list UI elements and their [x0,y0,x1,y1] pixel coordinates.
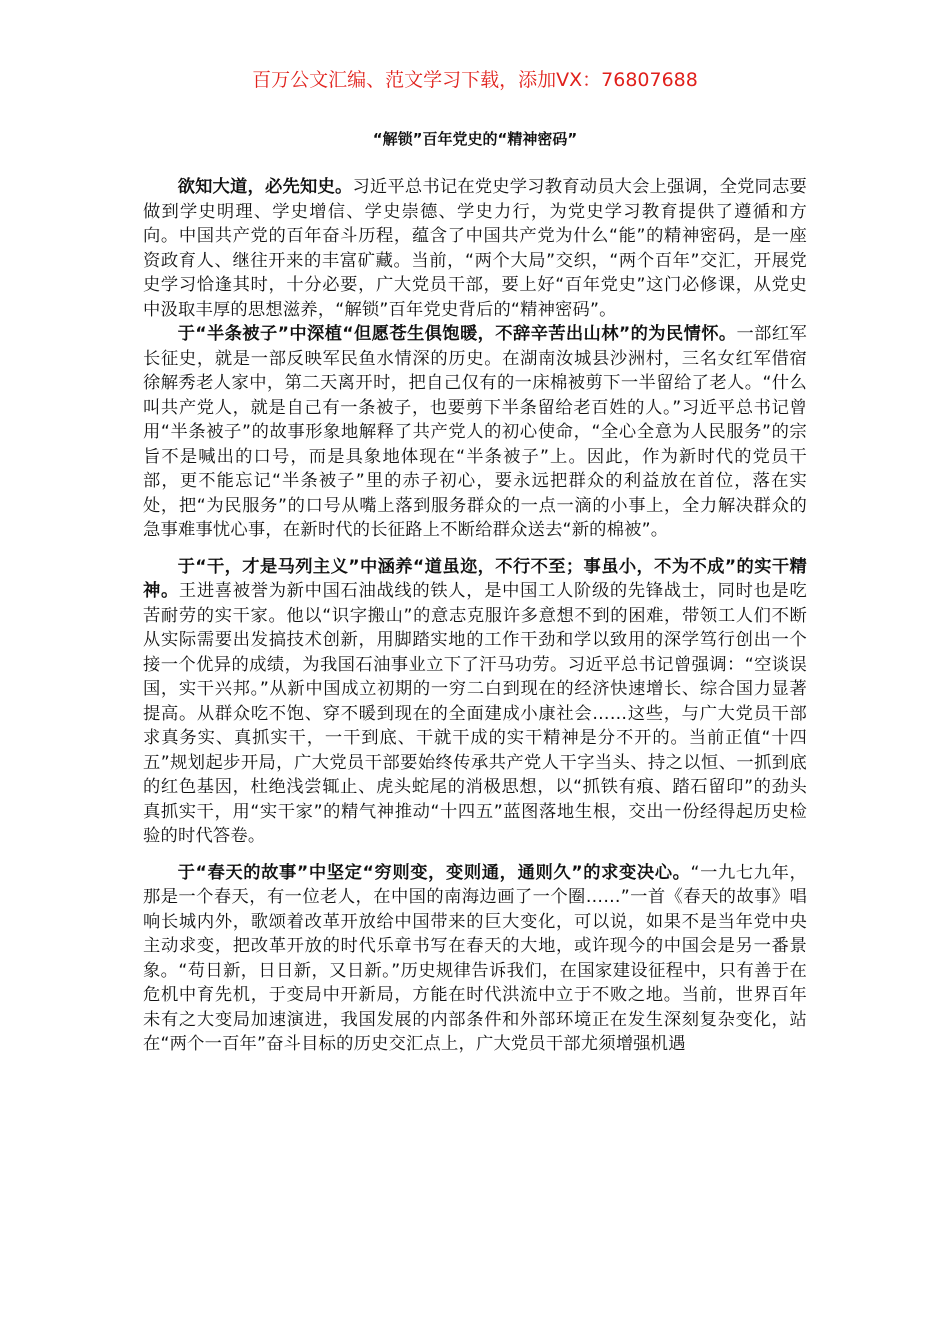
paragraph-lead: 于“半条被子”中深植“但愿苍生俱饱暖，不辞辛苦出山林”的为民情怀。 [177,324,737,344]
paragraph-body: “一九七九年，那是一个春天，有一位老人，在中国的南海边画了一个圈……”一首《春天的故事》唱响长城内外，歌颂着改革开放给中国带来的巨大变化，可以说，如果不是当年党中央主动求变，把改革开放的时代乐章书写在春天的大地，或许现今的中国会是另一番景象。“苟日新，日日新，又日新。”历史规律告诉我们，在国家建设征程中，只有善于在危机中育先机，于变局中开新局，方能在时代洪流中立于不败之地。当前，世界百年未有之大变局加速演进，我国发展的内部条件和外部环境正在发生深刻复杂变化，站在“两个一百年”奋斗目标的历史交汇点上，广大党员干部尤须增强机遇 [143,862,807,1054]
paragraph-intro [143,175,807,322]
paragraph-practical-spirit [143,555,807,849]
document-body [143,175,807,1057]
paragraph-lead: 欲知大道，必先知史。 [177,177,353,197]
paragraph-half-quilt [143,322,807,543]
paragraph-body: 一部红军长征史，就是一部反映军民鱼水情深的历史。在湖南汝城县沙洲村，三名女红军借宿徐解秀老人家中，第二天离开时，把自己仅有的一床棉被剪下一半留给了老人。“什么叫共产党人，就是自己有一条被子，也要剪下半条留给老百姓的人。”习近平总书记曾用“半条被子”的故事形象地解释了共产党人的初心使命，“全心全意为人民服务”的宗旨不是喊出的口号，而是具象地体现在“半条被子”上。因此，作为新时代的党员干部，更不能忘记“半条被子”里的赤子初心，要永远把群众的利益放在首位，落在实处，把“为民服务”的口号从嘴上落到服务群众的一点一滴的小事上，全力解决群众的急事难事忧心事，在新时代的长征路上不断给群众送去“新的棉被”。 [143,324,807,540]
paragraph-lead: 于“春天的故事”中坚定“穷则变，变则通，通则久”的求变决心。 [177,862,691,883]
paragraph-body: 王进喜被誉为新中国石油战线的铁人，是中国工人阶级的先锋战士，同时也是吃苦耐劳的实干家。他以“识字搬山”的意志克服许多意想不到的困难，带领工人们不断从实际需要出发搞技术创新，用脚踏实地的工作干劲和学以致用的深学笃行创出一个接一个优异的成绩，为我国石油事业立下了汗马功劳。习近平总书记曾强调：“空谈误国，实干兴邦。”从新中国成立初期的一穷二白到现在的经济快速增长、综合国力显著提高。从群众吃不饱、穿不暖到现在的全面建成小康社会……这些，与广大党员干部求真务实、真抓实干，一干到底、干就干成的实干精神是分不开的。当前正值“十四五”规划起步开局，广大党员干部要始终传承共产党人干字当头、持之以恒、一抓到底的红色基因，杜绝浅尝辄止、虎头蛇尾的消极思想，以“抓铁有痕、踏石留印”的劲头真抓实干，用“实干家”的精气神推动“十四五”蓝图落地生根，交出一份经得起历史检验的时代答卷。 [143,581,807,846]
paragraph-lead: 于“干，才是马列主义”中涵养“道虽迩，不行不至；事虽小，不为不成”的实干精神。 [143,556,807,601]
document-title: “解锁”百年党史的“精神密码” [372,130,578,148]
paragraph-body: 习近平总书记在党史学习教育动员大会上强调，全党同志要做到学史明理、学史增信、学史崇德、学史力行，为党史学习教育提供了遵循和方向。中国共产党的百年奋斗历程，蕴含了中国共产党为什么“能”的精神密码，是一座资政育人、继往开来的丰富矿藏。当前，“两个大局”交织，“两个百年”交汇，开展党史学习恰逢其时，十分必要，广大党员干部，要上好“百年党史”这门必修课，从党史中汲取丰厚的思想滋养，“解锁”百年党史背后的“精神密码”。 [143,177,807,320]
paragraph-spring-story [143,861,807,1057]
header-watermark: 百万公文汇编、范文学习下载，添加VX：76807688 [252,69,698,91]
